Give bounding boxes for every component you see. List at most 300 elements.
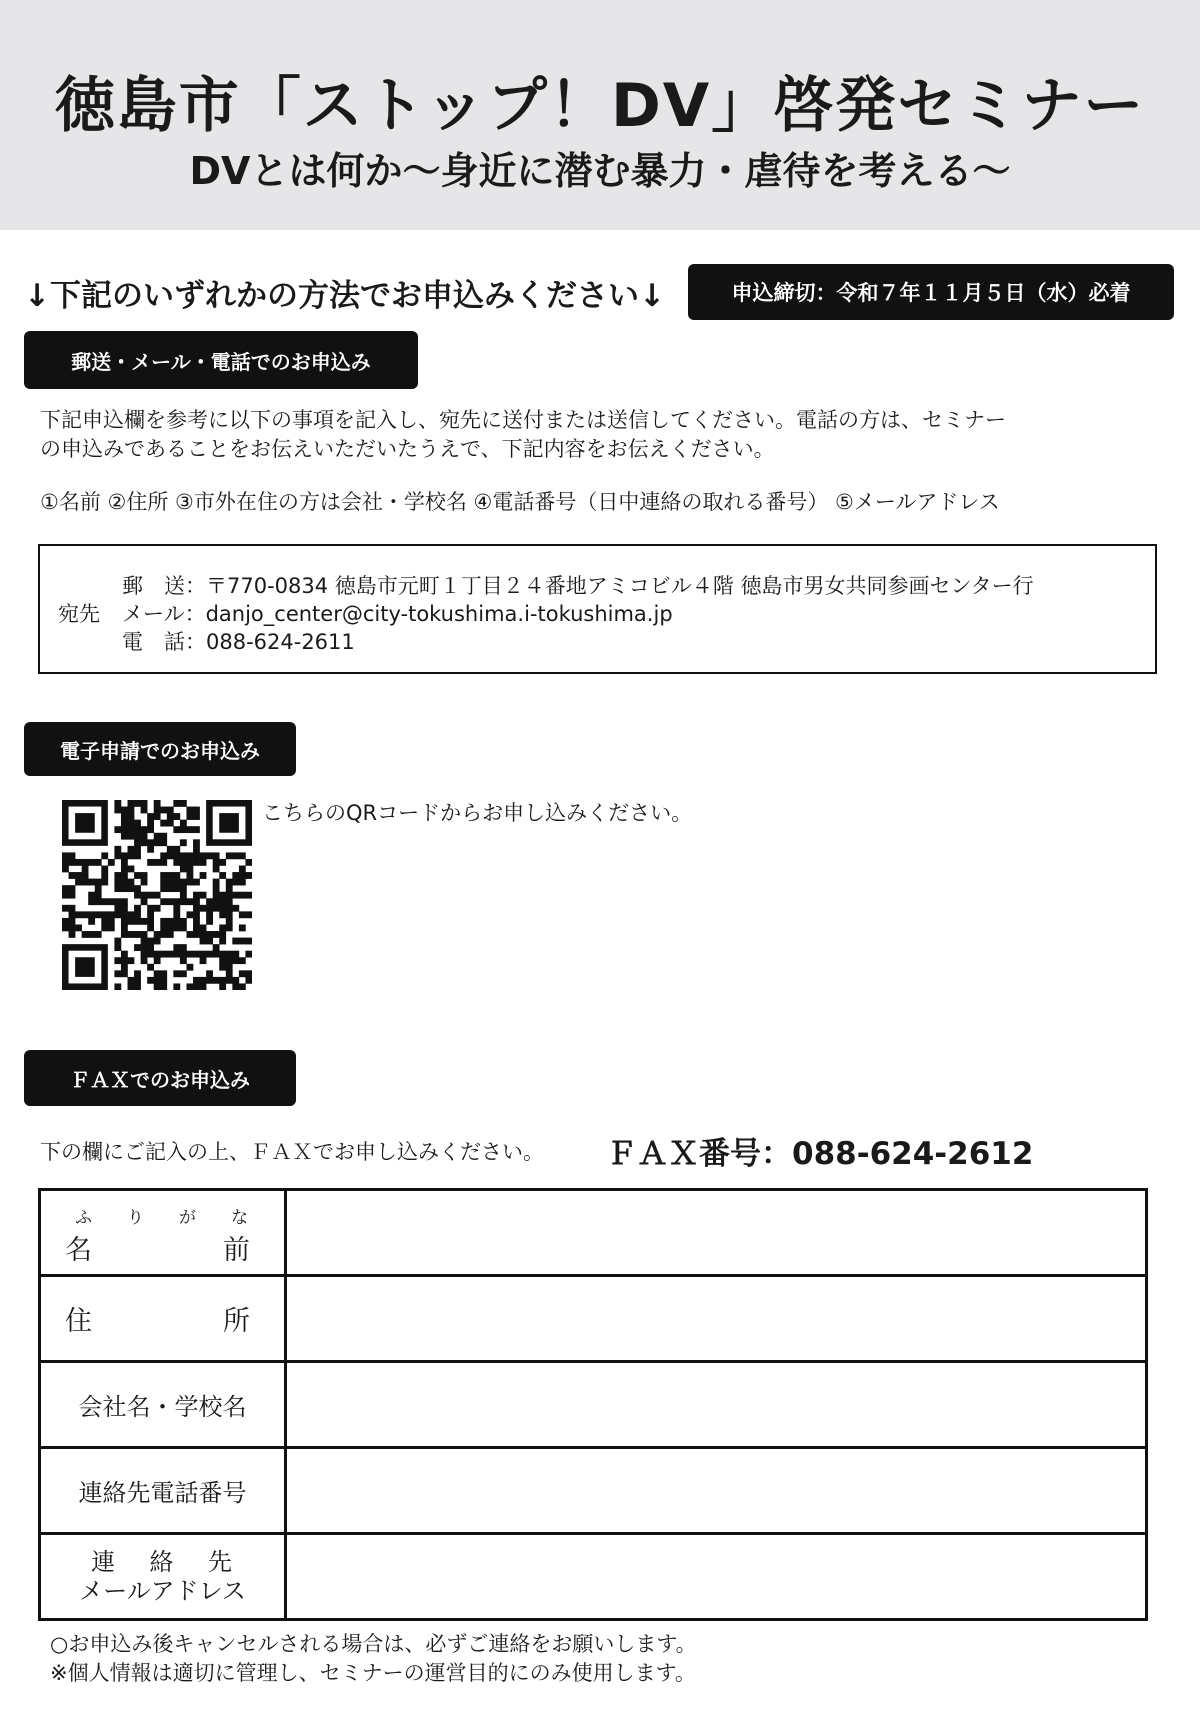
qr-module [128, 826, 135, 833]
qr-module [206, 970, 213, 977]
qr-module [128, 820, 135, 827]
online-section-heading: 電子申請でのお申込み [24, 722, 296, 776]
qr-module [82, 872, 89, 879]
qr-module [121, 905, 128, 912]
qr-module [186, 872, 193, 879]
qr-module [69, 852, 76, 859]
form-row-name [40, 1190, 1147, 1276]
qr-module [173, 813, 180, 820]
qr-module [82, 911, 89, 918]
qr-module [101, 924, 108, 931]
qr-module [114, 938, 121, 945]
qr-module [226, 957, 233, 964]
qr-module [193, 905, 200, 912]
qr-module [200, 892, 207, 899]
qr-module [101, 872, 108, 879]
qr-module [219, 859, 226, 866]
qr-module [200, 905, 207, 912]
company-input[interactable] [286, 1362, 1147, 1448]
qr-module [154, 833, 161, 840]
qr-module [147, 964, 154, 971]
qr-module [141, 807, 148, 814]
qr-module [160, 879, 167, 886]
qr-module [219, 924, 226, 931]
qr-module [160, 951, 167, 958]
qr-module [226, 924, 233, 931]
qr-module [114, 872, 121, 879]
qr-module [193, 859, 200, 866]
qr-module [193, 898, 200, 905]
qr-module [173, 879, 180, 886]
qr-module [147, 892, 154, 899]
qr-module [173, 944, 180, 951]
qr-module [160, 820, 167, 827]
qr-module [108, 918, 115, 925]
qr-module [173, 859, 180, 866]
qr-module [173, 951, 180, 958]
qr-module [134, 839, 141, 846]
address-field-label: 住 所 [40, 1276, 286, 1362]
qr-module [200, 852, 207, 859]
privacy-note: ※個人情報は適切に管理し、セミナーの運営目的にのみ使用します。 [50, 1661, 696, 1685]
qr-module [69, 931, 76, 938]
qr-module [121, 859, 128, 866]
qr-module [245, 892, 252, 899]
qr-module [167, 846, 174, 853]
qr-module [108, 911, 115, 918]
qr-module [160, 931, 167, 938]
qr-module [193, 918, 200, 925]
qr-module [245, 938, 252, 945]
name-label: ふ り が な 名 前 [40, 1190, 286, 1276]
qr-module [239, 892, 246, 899]
qr-module [213, 898, 220, 905]
qr-module [147, 951, 154, 958]
qr-module [154, 970, 161, 977]
qr-module [186, 931, 193, 938]
mail-instruction-line1: 下記申込欄を参考に以下の事項を記入し、宛先に送付または送信してください。電話の方は、セミナー [40, 408, 1006, 432]
qr-module [82, 879, 89, 886]
qr-module [95, 885, 102, 892]
qr-module [167, 852, 174, 859]
qr-module [206, 931, 213, 938]
qr-module [114, 970, 121, 977]
qr-module [141, 918, 148, 925]
qr-module [160, 872, 167, 879]
qr-module [154, 951, 161, 958]
qr-module [147, 820, 154, 827]
qr-module [128, 800, 135, 807]
qr-code-graphic [62, 800, 252, 990]
qr-module [62, 866, 69, 873]
qr-module [200, 859, 207, 866]
qr-module [232, 892, 239, 899]
qr-module [88, 911, 95, 918]
qr-module [121, 866, 128, 873]
notes [50, 1630, 697, 1688]
qr-module [128, 885, 135, 892]
qr-module [154, 931, 161, 938]
address-input[interactable] [286, 1276, 1147, 1362]
qr-module [180, 800, 187, 807]
qr-module [213, 866, 220, 873]
qr-module [180, 885, 187, 892]
fax-instruction: 下の欄にご記入の上、ＦＡＸでお申し込みください。 [40, 1140, 544, 1164]
qr-module [141, 879, 148, 886]
qr-module [206, 951, 213, 958]
qr-module [173, 905, 180, 912]
qr-module [167, 898, 174, 905]
qr-module [180, 951, 187, 958]
qr-module [114, 807, 121, 814]
qr-module [226, 911, 233, 918]
qr-module [219, 964, 226, 971]
qr-module [154, 807, 161, 814]
qr-module [173, 826, 180, 833]
email-address: メール：danjo_center@city-tokushima.i-tokushima.jp [122, 602, 673, 626]
qr-module [108, 924, 115, 931]
qr-module [193, 852, 200, 859]
qr-module [213, 852, 220, 859]
qr-module [121, 852, 128, 859]
qr-module [128, 866, 135, 873]
qr-module [128, 807, 135, 814]
qr-module [121, 898, 128, 905]
qr-module [141, 938, 148, 945]
qr-module [154, 957, 161, 964]
qr-module [180, 839, 187, 846]
qr-module [160, 859, 167, 866]
qr-module [219, 931, 226, 938]
qr-module [95, 931, 102, 938]
qr-module [134, 931, 141, 938]
qr-module [180, 918, 187, 925]
qr-module [219, 872, 226, 879]
address-box [38, 544, 1157, 674]
fax-section-heading: ＦＡＸでのお申込み [24, 1050, 296, 1106]
qr-module [147, 938, 154, 945]
qr-module [180, 826, 187, 833]
qr-module [200, 931, 207, 938]
qr-module [62, 852, 69, 859]
qr-module [213, 859, 220, 866]
qr-module [193, 931, 200, 938]
qr-module [232, 983, 239, 990]
qr-module [62, 885, 69, 892]
qr-module [88, 918, 95, 925]
qr-module [167, 872, 174, 879]
qr-module [226, 977, 233, 984]
qr-module [88, 859, 95, 866]
qr-module [114, 905, 121, 912]
mail-section-heading: 郵送・メール・電話でのお申込み [24, 331, 418, 389]
qr-module [121, 813, 128, 820]
qr-module [141, 898, 148, 905]
qr-module [245, 872, 252, 879]
fax-form-table [38, 1188, 1148, 1621]
qr-module [108, 898, 115, 905]
qr-module [206, 911, 213, 918]
qr-module [186, 879, 193, 886]
qr-module [134, 911, 141, 918]
qr-module [108, 859, 115, 866]
form-row-email [40, 1534, 1147, 1620]
qr-module [141, 944, 148, 951]
qr-module [134, 918, 141, 925]
qr-module [167, 931, 174, 938]
qr-module [141, 957, 148, 964]
qr-module [219, 983, 226, 990]
qr-module [186, 859, 193, 866]
qr-module [160, 970, 167, 977]
qr-code-icon[interactable] [62, 800, 252, 994]
qr-module [141, 892, 148, 899]
form-row-phone [40, 1448, 1147, 1534]
qr-module [213, 892, 220, 899]
qr-module [88, 931, 95, 938]
qr-module [147, 813, 154, 820]
qr-module [141, 833, 148, 840]
qr-module [193, 879, 200, 886]
qr-module [239, 970, 246, 977]
qr-module [239, 957, 246, 964]
qr-module [173, 872, 180, 879]
qr-module [239, 879, 246, 886]
qr-module [114, 826, 121, 833]
phone-input[interactable] [286, 1448, 1147, 1534]
qr-module [114, 846, 121, 853]
qr-module [193, 983, 200, 990]
qr-module [226, 918, 233, 925]
qr-module [114, 885, 121, 892]
qr-module [167, 807, 174, 814]
qr-module [180, 970, 187, 977]
qr-module [193, 977, 200, 984]
qr-module [95, 879, 102, 886]
qr-module [160, 977, 167, 984]
qr-module [180, 898, 187, 905]
qr-module [232, 879, 239, 886]
qr-module [232, 977, 239, 984]
form-row-company [40, 1362, 1147, 1448]
company-label: 会社名・学校名 [40, 1362, 286, 1448]
qr-module [180, 879, 187, 886]
qr-module [173, 885, 180, 892]
qr-module [101, 866, 108, 873]
qr-module [114, 879, 121, 886]
qr-module [239, 866, 246, 873]
qr-module [101, 898, 108, 905]
qr-module [200, 983, 207, 990]
qr-module [200, 951, 207, 958]
qr-module [186, 911, 193, 918]
qr-module [239, 852, 246, 859]
qr-module [75, 872, 82, 879]
qr-module [173, 846, 180, 853]
qr-module [134, 977, 141, 984]
qr-module [114, 911, 121, 918]
qr-module [147, 826, 154, 833]
qr-module [154, 892, 161, 899]
qr-module [101, 911, 108, 918]
qr-module [82, 859, 89, 866]
qr-module [121, 924, 128, 931]
qr-module [167, 918, 174, 925]
qr-module [200, 977, 207, 984]
qr-module [62, 918, 69, 925]
qr-module [160, 924, 167, 931]
qr-module [154, 800, 161, 807]
qr-module [121, 833, 128, 840]
qr-module [186, 807, 193, 814]
address-label: 宛先 [58, 602, 100, 626]
qr-module [154, 938, 161, 945]
qr-module [128, 879, 135, 886]
qr-module [232, 957, 239, 964]
email-input[interactable] [286, 1534, 1147, 1620]
qr-module [206, 938, 213, 945]
qr-module [245, 859, 252, 866]
qr-module [200, 872, 207, 879]
phone-number: 電 話：088-624-2611 [122, 630, 355, 654]
qr-module [62, 859, 69, 866]
qr-module [219, 898, 226, 905]
qr-module [160, 918, 167, 925]
qr-module [186, 898, 193, 905]
qr-module [128, 977, 135, 984]
cancel-note: ○お申込み後キャンセルされる場合は、必ずご連絡をお願いします。 [50, 1632, 697, 1656]
qr-module [69, 872, 76, 879]
qr-module [167, 879, 174, 886]
qr-module [219, 905, 226, 912]
qr-module [62, 905, 69, 912]
qr-module [134, 833, 141, 840]
qr-module [213, 977, 220, 984]
qr-module [95, 911, 102, 918]
qr-module [226, 879, 233, 886]
qr-module [95, 898, 102, 905]
name-furigana: ふ り が な [75, 1207, 248, 1228]
qr-module [128, 833, 135, 840]
qr-module [134, 892, 141, 899]
qr-module [180, 866, 187, 873]
qr-module [128, 813, 135, 820]
qr-module [147, 905, 154, 912]
qr-module [206, 898, 213, 905]
qr-module [134, 905, 141, 912]
qr-module [219, 951, 226, 958]
qr-module [173, 970, 180, 977]
qr-module [88, 879, 95, 886]
qr-module [95, 892, 102, 899]
qr-module [134, 800, 141, 807]
qr-module [186, 852, 193, 859]
qr-module [69, 892, 76, 899]
qr-module [147, 839, 154, 846]
qr-module [173, 911, 180, 918]
qr-module [141, 872, 148, 879]
qr-module [213, 879, 220, 886]
qr-module [193, 813, 200, 820]
qr-finder-inner [75, 813, 95, 833]
qr-module [121, 872, 128, 879]
qr-module [128, 983, 135, 990]
qr-module [239, 911, 246, 918]
qr-module [121, 918, 128, 925]
postal-address: 郵 送：〒770-0834 徳島市元町１丁目２４番地アミコビル４階 徳島市男女共同参画センター行 [122, 574, 1034, 598]
qr-module [128, 911, 135, 918]
qr-module [62, 892, 69, 899]
qr-instruction: こちらのQRコードからお申し込みください。 [262, 801, 693, 825]
qr-module [128, 852, 135, 859]
qr-module [141, 839, 148, 846]
qr-module [121, 964, 128, 971]
qr-module [101, 918, 108, 925]
qr-module [193, 807, 200, 814]
qr-module [134, 846, 141, 853]
name-input[interactable] [286, 1190, 1147, 1276]
qr-module [95, 859, 102, 866]
qr-module [193, 951, 200, 958]
page-title: 徳島市「ストップ！DV」啓発セミナー [54, 71, 1146, 141]
qr-module [160, 852, 167, 859]
qr-module [245, 977, 252, 984]
qr-module [154, 977, 161, 984]
qr-module [114, 898, 121, 905]
qr-module [154, 839, 161, 846]
qr-module [114, 852, 121, 859]
qr-module [193, 846, 200, 853]
qr-module [75, 859, 82, 866]
qr-module [167, 813, 174, 820]
qr-module [147, 911, 154, 918]
qr-module [232, 872, 239, 879]
qr-module [141, 800, 148, 807]
qr-module [62, 924, 69, 931]
qr-module [160, 839, 167, 846]
qr-module [114, 957, 121, 964]
qr-module [154, 813, 161, 820]
qr-module [173, 918, 180, 925]
qr-module [134, 970, 141, 977]
qr-finder-inner [75, 957, 95, 977]
qr-module [141, 951, 148, 958]
qr-module [200, 938, 207, 945]
qr-module [193, 839, 200, 846]
qr-module [193, 911, 200, 918]
qr-module [75, 911, 82, 918]
qr-module [239, 924, 246, 931]
qr-module [134, 983, 141, 990]
qr-module [239, 872, 246, 879]
qr-module [88, 898, 95, 905]
qr-module [69, 924, 76, 931]
qr-module [114, 944, 121, 951]
qr-module [69, 911, 76, 918]
qr-module [213, 885, 220, 892]
qr-module [173, 983, 180, 990]
qr-module [121, 957, 128, 964]
qr-module [147, 846, 154, 853]
qr-module [128, 931, 135, 938]
qr-module [186, 983, 193, 990]
form-row-address [40, 1276, 1147, 1362]
qr-module [69, 885, 76, 892]
qr-module [173, 924, 180, 931]
qr-module [121, 931, 128, 938]
fax-number: ＦＡＸ番号：088-624-2612 [606, 1136, 1034, 1172]
qr-module [239, 938, 246, 945]
